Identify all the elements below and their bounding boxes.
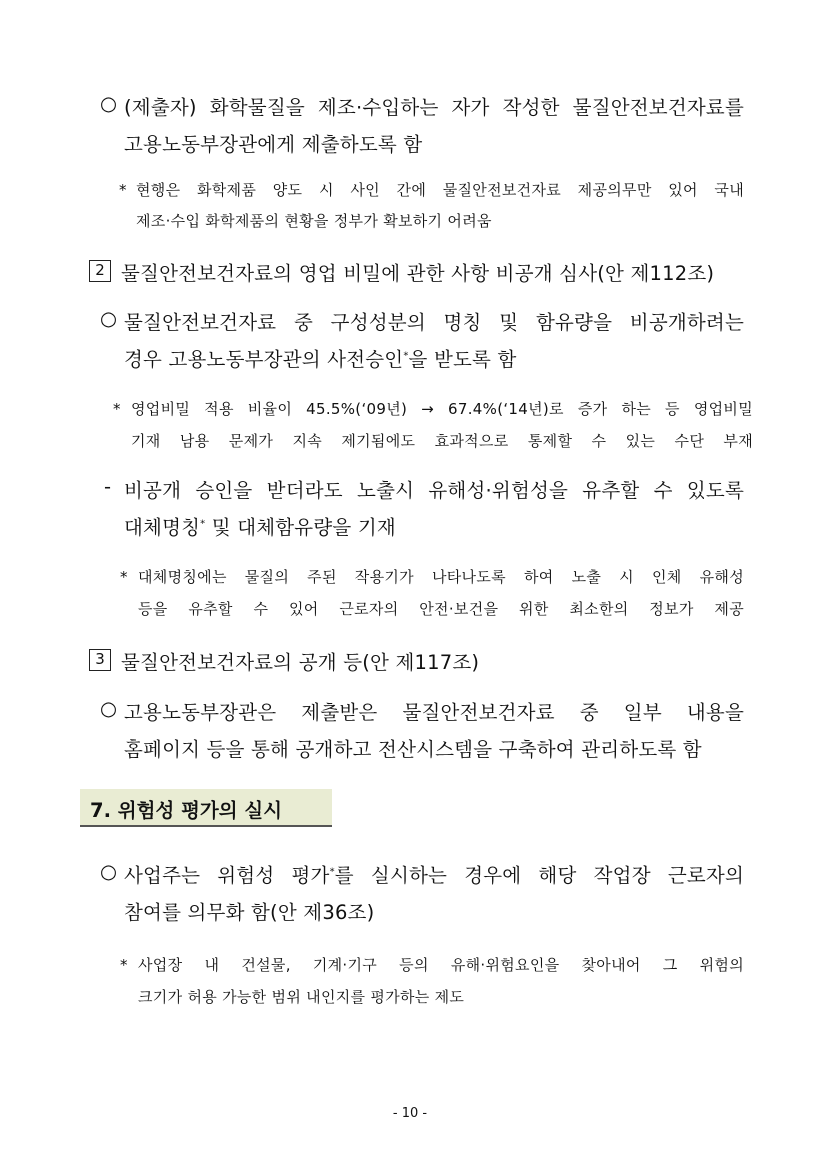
paragraph-line: 고용노동부장관은 제출받은 물질안전보건자료 중 일부 내용을 [124, 701, 744, 724]
paragraph-line: 고용노동부장관에게 제출하도록 함 [124, 133, 423, 156]
note-line: 대체명칭에는 물질의 주된 작용기가 나타나도록 하여 노출 시 인체 유해성 [138, 568, 744, 586]
note-line: 현행은 화학제품 양도 시 사인 간에 물질안전보건자료 제공의무만 있어 국내 [136, 181, 744, 199]
paragraph-text: 및 대체함유량을 기재 [205, 516, 396, 539]
paragraph-text: 경우 고용노동부장관의 사전승인 [124, 348, 404, 371]
footnote-mark: * [200, 518, 206, 530]
footnote-mark: * [329, 866, 335, 878]
section-number-box: 2 [89, 260, 111, 282]
note-asterisk: * [120, 568, 128, 586]
paragraph-line: 비공개 승인을 받더라도 노출시 유해성·위험성을 유추할 수 있도록 [124, 479, 744, 502]
note-line: 기재 남용 문제가 지속 제기됨에도 효과적으로 통제할 수 있는 수단 부재 [131, 432, 753, 450]
note-line: 영업비밀 적용 비율이 45.5%(‘09년) → 67.4%(‘14년)로 증가 하는 등 영업비밀 [131, 400, 753, 418]
note-line: 제조·수입 화학제품의 현황을 정부가 확보하기 어려움 [136, 212, 492, 230]
paragraph-text: 대체명칭 [124, 516, 201, 539]
bullet-circle: ○ [100, 92, 118, 115]
paragraph-line-with-footnote [124, 860, 744, 888]
paragraph-line-with-footnote [124, 512, 396, 540]
paragraph-line: 홈페이지 등을 통해 공개하고 전산시스템을 구축하여 관리하도록 함 [124, 738, 702, 761]
paragraph-line: (제출자) 화학물질을 제조·수입하는 자가 작성한 물질안전보건자료를 [124, 96, 744, 119]
note-asterisk: * [120, 956, 128, 974]
note-line: 등을 유추할 수 있어 근로자의 안전·보건을 위한 최소한의 정보가 제공 [138, 600, 744, 618]
subsection-heading: 물질안전보건자료의 영업 비밀에 관한 사항 비공개 심사(안 제112조) [121, 262, 715, 285]
subsection-heading: 물질안전보건자료의 공개 등(안 제117조) [121, 651, 480, 674]
paragraph-line: 물질안전보건자료 중 구성성분의 명칭 및 함유량을 비공개하려는 [124, 311, 744, 334]
bullet-circle: ○ [100, 860, 118, 883]
section-number-box: 3 [89, 649, 111, 671]
page-number: - 10 - [392, 1106, 428, 1121]
section-title: 7. 위험성 평가의 실시 [90, 799, 283, 822]
bullet-circle: ○ [100, 697, 118, 720]
paragraph-text: 를 실시하는 경우에 해당 작업장 근로자의 [334, 864, 744, 887]
note-asterisk: * [113, 400, 121, 418]
note-asterisk: * [119, 181, 127, 199]
note-line: 크기가 허용 가능한 범위 내인지를 평가하는 제도 [138, 988, 465, 1006]
bullet-dash: - [104, 475, 112, 498]
paragraph-text: 을 받도록 함 [408, 348, 517, 371]
bullet-circle: ○ [100, 307, 118, 330]
footnote-mark: * [403, 350, 409, 362]
paragraph-line: 참여를 의무화 함(안 제36조) [124, 901, 375, 924]
paragraph-text: 사업주는 위험성 평가 [124, 864, 330, 887]
paragraph-line-with-footnote [124, 344, 517, 372]
note-line: 사업장 내 건설물, 기계·기구 등의 유해·위험요인을 찾아내어 그 위험의 [138, 956, 744, 974]
